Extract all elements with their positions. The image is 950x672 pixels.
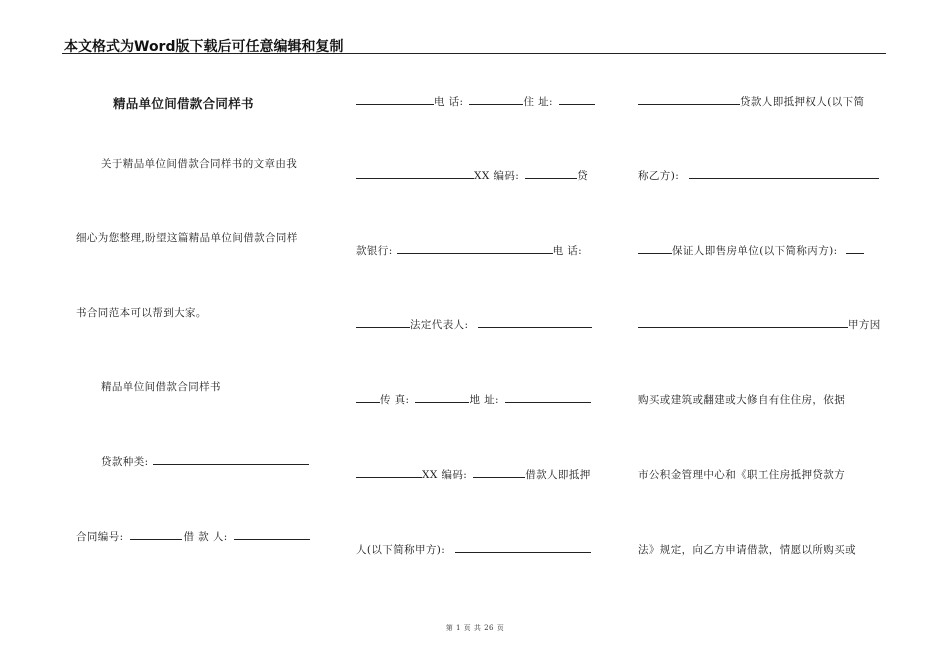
form-line	[356, 168, 588, 183]
field-label: 法定代表人:	[410, 319, 469, 331]
form-line	[356, 243, 582, 258]
blank-field	[473, 467, 525, 478]
document-header: 本文格式为Word版下载后可任意编辑和复制	[64, 39, 344, 55]
blank-field	[234, 529, 310, 540]
form-line	[638, 317, 881, 332]
blank-field	[638, 243, 672, 254]
field-label: XX 编码:	[474, 170, 520, 182]
blank-field	[356, 392, 380, 403]
field-label: 保证人即售房单位(以下简称丙方):	[672, 245, 838, 257]
field-label: 电 话:	[552, 245, 583, 257]
blank-field	[559, 94, 595, 105]
form-line	[356, 317, 592, 332]
paragraph-line: 书合同范本可以帮到大家。	[76, 307, 207, 319]
field-label: 贷	[577, 170, 589, 182]
paragraph-line: 关于精品单位间借款合同样书的文章由我	[101, 158, 298, 170]
form-line	[638, 168, 879, 183]
paragraph-line: 法》规定，向乙方申请借款，情愿以所购买或	[638, 544, 856, 556]
field-label: 借款人即抵押	[525, 469, 591, 481]
paragraph-line: 市公积金管理中心和《职工住房抵押贷款方	[638, 469, 846, 481]
field-label: 款银行:	[356, 245, 393, 257]
blank-field	[455, 542, 591, 553]
field-label: 合同编号:	[76, 531, 124, 543]
blank-field	[638, 317, 848, 328]
field-label: 传 真:	[380, 394, 410, 406]
form-line	[356, 542, 591, 557]
form-line-contract-number	[76, 529, 310, 544]
field-label: 贷款种类:	[101, 456, 149, 468]
blank-field	[356, 317, 410, 328]
paragraph-line: 购买或建筑或翻建或大修自有住住房，依据	[638, 394, 846, 406]
field-label: 电 话:	[434, 96, 464, 108]
column-left	[62, 0, 332, 620]
column-right	[638, 0, 888, 620]
form-line-loan-type	[101, 454, 309, 469]
blank-field	[525, 168, 577, 179]
blank-field	[397, 243, 553, 254]
blank-field	[415, 392, 469, 403]
form-line	[638, 243, 864, 258]
field-label: 住 址:	[523, 96, 553, 108]
blank-field	[153, 454, 309, 465]
field-label: XX 编码:	[422, 469, 468, 481]
form-line	[638, 94, 864, 109]
blank-field	[469, 94, 523, 105]
field-label: 地 址:	[469, 394, 499, 406]
page-number: 第 1 页 共 26 页	[445, 624, 505, 632]
field-label: 称乙方):	[638, 170, 680, 182]
blank-field	[356, 467, 422, 478]
blank-field	[689, 168, 879, 179]
blank-field	[505, 392, 591, 403]
blank-field	[130, 529, 182, 540]
paragraph-line: 细心为您整理,盼望这篇精品单位间借款合同样	[76, 232, 298, 244]
field-label: 借 款 人:	[183, 531, 228, 543]
blank-field	[356, 94, 434, 105]
form-line	[356, 94, 595, 109]
paragraph-text: 甲方因	[848, 319, 881, 331]
field-label: 人(以下简称甲方):	[356, 544, 446, 556]
paragraph-text: 贷款人即抵押权人(以下简	[740, 96, 865, 108]
document-title: 精品单位间借款合同样书	[113, 96, 254, 111]
form-line	[356, 467, 591, 482]
paragraph-line: 精品单位间借款合同样书	[101, 381, 221, 393]
blank-field	[356, 168, 474, 179]
blank-field	[478, 317, 592, 328]
blank-field	[846, 243, 864, 254]
column-middle	[356, 0, 611, 620]
blank-field	[638, 94, 740, 105]
form-line	[356, 392, 591, 407]
